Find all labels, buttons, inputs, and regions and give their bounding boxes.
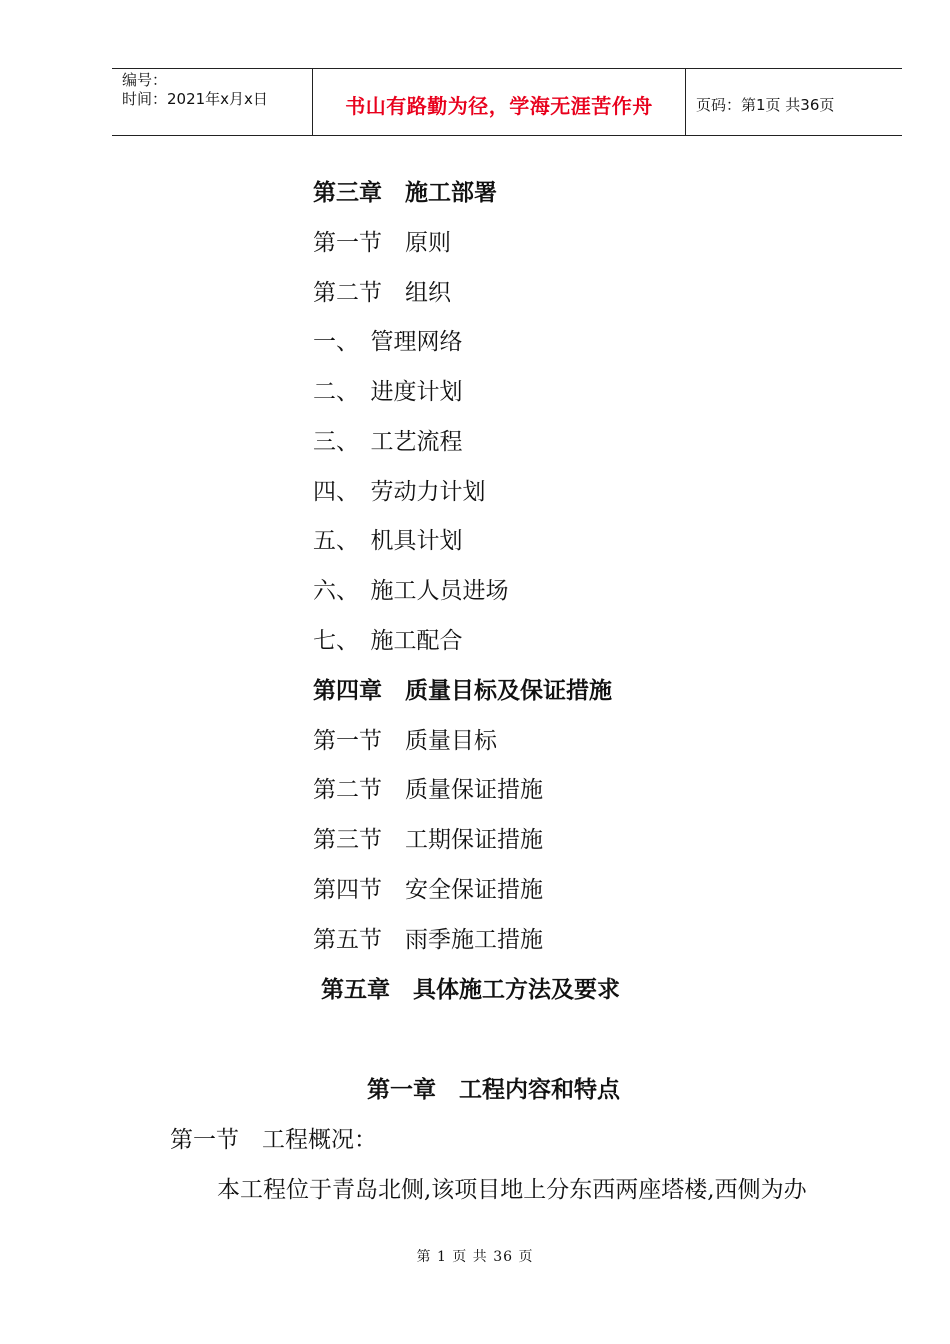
toc-item: 三、 工艺流程 (313, 429, 463, 455)
section-1-title: 第一节 工程概况： (170, 1127, 377, 1153)
motto-text: 书山有路勤为径，学海无涯苦作舟 (345, 93, 653, 118)
toc-section: 第二节 质量保证措施 (313, 777, 543, 803)
toc-section: 第五节 雨季施工措施 (313, 927, 543, 953)
page-info: 页码：第1页 共36页 (696, 95, 835, 114)
toc-item: 七、 施工配合 (313, 628, 463, 654)
toc-section: 第四节 安全保证措施 (313, 877, 543, 903)
body-paragraph: 本工程位于青岛北侧,该项目地上分东西两座塔楼,西侧为办 (217, 1177, 807, 1203)
page-header (112, 68, 902, 136)
toc-chapter-4: 第四章 质量目标及保证措施 (313, 678, 612, 704)
toc-item: 一、 管理网络 (313, 329, 463, 355)
chapter-1-title: 第一章 工程内容和特点 (367, 1077, 620, 1103)
header-motto-cell (313, 69, 686, 135)
toc-section: 第三节 工期保证措施 (313, 827, 543, 853)
toc-chapter-5: 第五章 具体施工方法及要求 (321, 977, 620, 1003)
header-page-cell (686, 69, 902, 135)
time-label: 时间：2021年x月x日 (122, 90, 268, 108)
toc-item: 六、 施工人员进场 (313, 578, 509, 604)
toc-section: 第一节 质量目标 (313, 728, 497, 754)
toc-item: 五、 机具计划 (313, 528, 463, 554)
page-footer: 第 1 页 共 36 页 (416, 1249, 534, 1265)
toc-chapter-3: 第三章 施工部署 (313, 180, 497, 206)
toc-section: 第二节 组织 (313, 280, 451, 306)
toc-section: 第一节 原则 (313, 230, 451, 256)
toc-item: 二、 进度计划 (313, 379, 463, 405)
toc-item: 四、 劳动力计划 (313, 479, 486, 505)
number-label: 编号： (122, 71, 168, 89)
header-meta (112, 69, 313, 135)
